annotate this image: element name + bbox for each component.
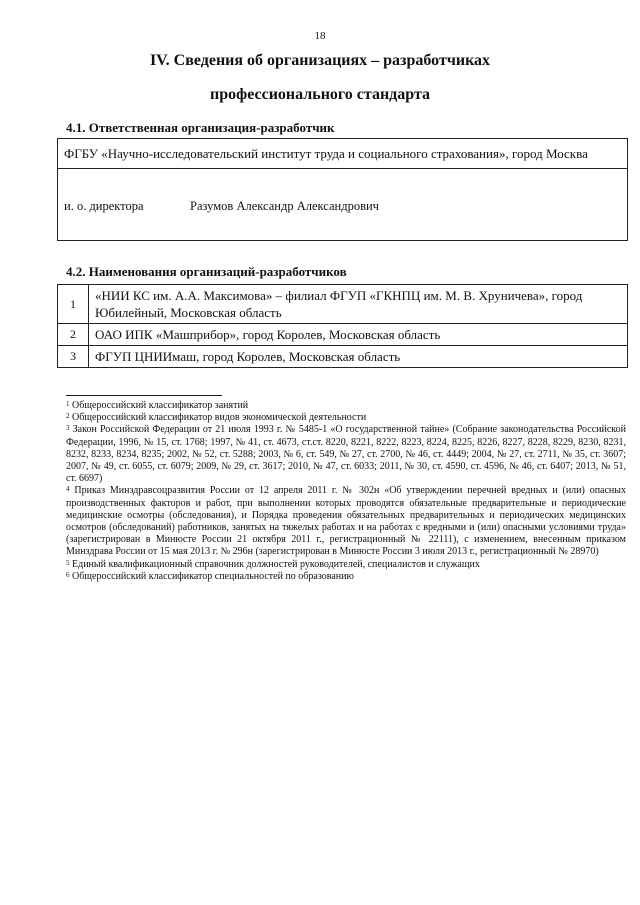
footnote — [66, 412, 626, 424]
table-row — [58, 324, 628, 346]
section-title-continued: профессионального стандарта — [210, 86, 430, 103]
responsible-organization-name: ФГБУ «Научно-исследовательский институт труда и социального страхования», город Москва — [58, 139, 627, 169]
footnote-mark: 4 — [66, 485, 70, 494]
footnote-mark: 5 — [66, 558, 70, 567]
footnote-text: Единый квалификационный справочник должностей руководителей, специалистов и служащих — [72, 558, 480, 570]
signatory-position: и. о. директора — [64, 199, 144, 213]
footnote — [66, 424, 626, 485]
footnote — [66, 400, 626, 412]
organization-name: ФГУП ЦНИИмаш, город Королев, Московская область — [89, 346, 628, 368]
responsible-organization-heading: 4.1. Ответственная организация-разработчик — [66, 120, 335, 135]
footnote-text: Приказ Минздравсоцразвития России от 12 апреля 2011 г. № 302н «Об утверждении перечней вредных и (или) опасных производственных факторов и работ, при выполнении которых проводятся обязательные предварительные и периодические медицинские осмотры (обследования), и Порядка проведения обязательных предварительных и периодических медицинских осмотров (обследований) работников, занятых на тяжелых работах и на работах с вредными и (или) опасными условиями труда» (зарегистрирован в Минюсте России 21 октября 2011 г., регистрационный № 22111), с изменением, внесенным приказом Минздрава России от 15 мая 2013 г. № 296н (зарегистрирован в Минюсте России 3 июля 2013 г., регистрационный № 28970) — [66, 485, 626, 558]
footnote-text: Общероссийский классификатор занятий — [72, 400, 249, 411]
row-number: 1 — [58, 285, 89, 324]
footnote — [66, 571, 626, 583]
footnote-text: Общероссийский классификатор специальностей по образованию — [72, 570, 354, 582]
footnote — [66, 559, 626, 571]
footnote-text: Общероссийский классификатор видов экономической деятельности — [72, 412, 367, 424]
row-number: 3 — [58, 346, 89, 368]
organization-name: «НИИ КС им. А.А. Максимова» – филиал ФГУП «ГКНПЦ им. М. В. Хруничева», город Юбилейный, Московская область — [89, 285, 628, 324]
page-number: 18 — [314, 30, 326, 42]
responsible-organization-box — [57, 138, 628, 241]
footnote-separator — [66, 395, 222, 396]
organization-name: ОАО ИПК «Машприбор», город Королев, Московская область — [89, 324, 628, 346]
section-title: IV. Сведения об организациях – разработчиках — [149, 52, 491, 69]
signatory-row — [58, 169, 627, 240]
table-row — [58, 346, 628, 368]
footnote-mark: 2 — [66, 412, 70, 421]
footnotes — [66, 400, 626, 583]
footnote-mark: 6 — [66, 570, 70, 579]
signatory-name: Разумов Александр Александрович — [190, 199, 379, 213]
developer-organizations-heading: 4.2. Наименования организаций-разработчиков — [66, 264, 347, 279]
row-number: 2 — [58, 324, 89, 346]
footnote-mark: 1 — [66, 400, 70, 408]
footnote-mark: 3 — [66, 424, 70, 433]
footnote — [66, 485, 626, 558]
table-row — [58, 285, 628, 324]
developer-organizations-table — [57, 284, 628, 368]
footnote-text: Закон Российской Федерации от 21 июля 1993 г. № 5485-1 «О государственной тайне» (Собрание законодательства Российской Федерации, 1996, № 15, ст. 1768; 1997, № 41, ст. 4673, ст.ст. 8220, 8221, 8222, 8223, 8224, 8225, 8226, 8227, 8228, 8229, 8230, 8231, 8232, 8233, 8234, 8235; 2002, № 52, ст. 5288; 2003, № 6, ст. 549, № 27, ст. 2700, № 46, ст. 4449; 2004, № 27, ст. 2711, № 35, ст. 3607; 2007, № 49, ст. 6055, ст. 6079; 2009, № 29, ст. 3617; 2010, № 47, ст. 6033; 2011, № 30, ст. 4590, ст. 4596, № 46, ст. 6407; 2013, № 51, ст. 6697) — [66, 424, 627, 485]
